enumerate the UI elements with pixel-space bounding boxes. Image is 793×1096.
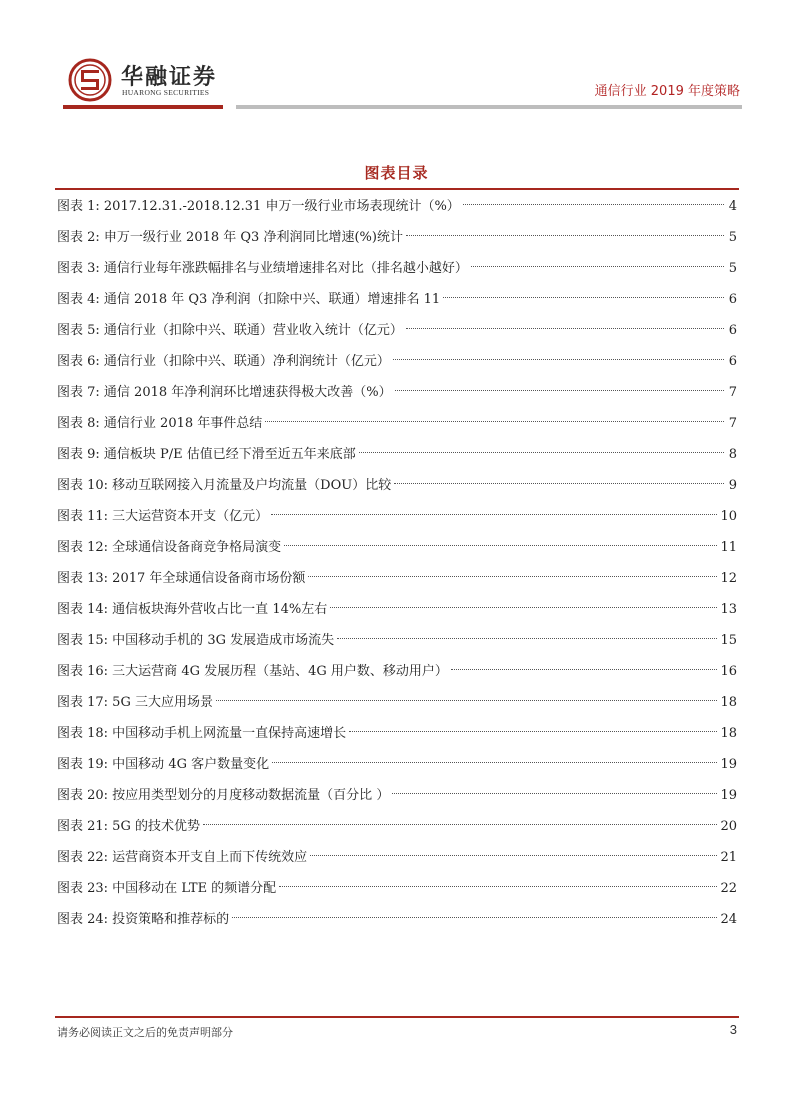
toc-dot-leader xyxy=(203,823,717,825)
toc-entry[interactable] xyxy=(57,780,737,811)
footer-rule xyxy=(55,1016,739,1018)
toc-entry[interactable] xyxy=(57,377,737,408)
toc-entry-page: 22 xyxy=(720,881,737,896)
toc-entry-page: 6 xyxy=(728,323,737,338)
brand-name-cn: 华融证券 xyxy=(121,65,218,90)
toc-dot-leader xyxy=(451,668,718,670)
toc-entry[interactable] xyxy=(57,253,737,284)
toc-entry-page: 9 xyxy=(728,478,737,493)
huarong-logo-icon xyxy=(68,58,112,102)
toc-entry[interactable] xyxy=(57,873,737,904)
toc-dot-leader xyxy=(393,358,724,360)
toc-dot-leader xyxy=(395,389,724,391)
toc-dot-leader xyxy=(406,234,724,236)
toc-entry[interactable] xyxy=(57,191,737,222)
page-header xyxy=(0,0,793,120)
toc-entry[interactable] xyxy=(57,563,737,594)
toc-entry-label: 图表 9: 通信板块 P/E 估值已经下滑至近五年来底部 xyxy=(57,447,356,462)
toc-entry-label: 图表 3: 通信行业每年涨跌幅排名与业绩增速排名对比（排名越小越好） xyxy=(57,261,468,276)
toc-entry-label: 图表 23: 中国移动在 LTE 的频谱分配 xyxy=(57,881,277,896)
toc-entry-page: 19 xyxy=(720,757,737,772)
toc-entry-page: 16 xyxy=(720,664,737,679)
toc-entry-label: 图表 16: 三大运营商 4G 发展历程（基站、4G 用户数、移动用户） xyxy=(57,664,448,679)
toc-entry-page: 20 xyxy=(720,819,737,834)
toc-entry-page: 6 xyxy=(728,354,737,369)
toc-dot-leader xyxy=(443,296,724,298)
toc-dot-leader xyxy=(471,265,724,267)
toc-entry-page: 6 xyxy=(728,292,737,307)
toc-dot-leader xyxy=(279,885,717,887)
toc-dot-leader xyxy=(271,513,717,515)
toc-entry-label: 图表 5: 通信行业（扣除中兴、联通）营业收入统计（亿元） xyxy=(57,323,403,338)
header-divider-bar xyxy=(236,105,742,109)
toc-entry[interactable] xyxy=(57,408,737,439)
toc-entry-page: 12 xyxy=(720,571,737,586)
toc-dot-leader xyxy=(265,420,724,422)
toc-entry-label: 图表 6: 通信行业（扣除中兴、联通）净利润统计（亿元） xyxy=(57,354,390,369)
toc-entry-label: 图表 14: 通信板块海外营收占比一直 14%左右 xyxy=(57,602,328,617)
toc-entry-label: 图表 4: 通信 2018 年 Q3 净利润（扣除中兴、联通）增速排名 11 xyxy=(57,292,441,307)
toc-entry[interactable] xyxy=(57,842,737,873)
toc-entry[interactable] xyxy=(57,718,737,749)
toc-entry-label: 图表 1: 2017.12.31.-2018.12.31 申万一级行业市场表现统计（%） xyxy=(57,199,460,214)
toc-entry[interactable] xyxy=(57,222,737,253)
toc-dot-leader xyxy=(330,606,717,608)
toc-dot-leader xyxy=(284,544,717,546)
toc-entry[interactable] xyxy=(57,315,737,346)
toc-entry-label: 图表 2: 申万一级行业 2018 年 Q3 净利润同比增速(%)统计 xyxy=(57,230,403,245)
toc-dot-leader xyxy=(349,730,717,732)
toc-entry[interactable] xyxy=(57,439,737,470)
toc-entry[interactable] xyxy=(57,346,737,377)
toc-entry-page: 7 xyxy=(728,416,737,431)
toc-entry[interactable] xyxy=(57,532,737,563)
toc-dot-leader xyxy=(216,699,717,701)
toc-entry-page: 18 xyxy=(720,695,737,710)
toc-entry-page: 19 xyxy=(720,788,737,803)
toc-entry[interactable] xyxy=(57,470,737,501)
header-accent-bar xyxy=(63,105,223,109)
toc-entry-page: 10 xyxy=(720,509,737,524)
toc-entry-page: 21 xyxy=(720,850,737,865)
toc-entry-label: 图表 10: 移动互联网接入月流量及户均流量（DOU）比较 xyxy=(57,478,392,493)
toc-dot-leader xyxy=(394,482,724,484)
toc-entry-label: 图表 20: 按应用类型划分的月度移动数据流量（百分比 ） xyxy=(57,788,390,803)
toc-title: 图表目录 xyxy=(364,164,429,182)
toc-entry[interactable] xyxy=(57,749,737,780)
toc-entry-label: 图表 8: 通信行业 2018 年事件总结 xyxy=(57,416,263,431)
toc-entry-page: 7 xyxy=(728,385,737,400)
toc-list xyxy=(57,191,737,935)
toc-dot-leader xyxy=(310,854,717,856)
toc-entry-page: 4 xyxy=(728,199,737,214)
toc-entry-page: 15 xyxy=(720,633,737,648)
toc-dot-leader xyxy=(232,916,717,918)
brand-name-en: HUARONG SECURITIES xyxy=(122,88,210,97)
toc-title-rule xyxy=(55,188,739,190)
toc-entry[interactable] xyxy=(57,687,737,718)
toc-entry-page: 24 xyxy=(720,912,737,927)
toc-entry-page: 18 xyxy=(720,726,737,741)
toc-entry-label: 图表 7: 通信 2018 年净利润环比增速获得极大改善（%） xyxy=(57,385,392,400)
toc-entry[interactable] xyxy=(57,656,737,687)
toc-entry-page: 5 xyxy=(728,230,737,245)
toc-entry-label: 图表 11: 三大运营资本开支（亿元） xyxy=(57,509,269,524)
toc-entry-page: 13 xyxy=(720,602,737,617)
footer-disclaimer: 请务必阅读正文之后的免责声明部分 xyxy=(57,1026,233,1039)
toc-entry-label: 图表 17: 5G 三大应用场景 xyxy=(57,695,213,710)
toc-entry-label: 图表 24: 投资策略和推荐标的 xyxy=(57,912,230,927)
toc-dot-leader xyxy=(359,451,724,453)
report-title: 通信行业 2019 年度策略 xyxy=(594,84,740,99)
toc-entry-label: 图表 18: 中国移动手机上网流量一直保持高速增长 xyxy=(57,726,347,741)
toc-entry-label: 图表 21: 5G 的技术优势 xyxy=(57,819,200,834)
toc-dot-leader xyxy=(406,327,724,329)
toc-entry-label: 图表 15: 中国移动手机的 3G 发展造成市场流失 xyxy=(57,633,335,648)
toc-dot-leader xyxy=(463,203,724,205)
footer-page-number: 3 xyxy=(729,1022,737,1037)
toc-entry[interactable] xyxy=(57,904,737,935)
toc-dot-leader xyxy=(272,761,717,763)
toc-entry[interactable] xyxy=(57,284,737,315)
toc-entry-page: 5 xyxy=(728,261,737,276)
toc-entry-label: 图表 13: 2017 年全球通信设备商市场份额 xyxy=(57,571,306,586)
toc-entry[interactable] xyxy=(57,811,737,842)
toc-entry-page: 8 xyxy=(728,447,737,462)
toc-entry-label: 图表 12: 全球通信设备商竞争格局演变 xyxy=(57,540,282,555)
toc-entry[interactable] xyxy=(57,625,737,656)
toc-dot-leader xyxy=(308,575,717,577)
toc-dot-leader xyxy=(337,637,717,639)
toc-entry-label: 图表 22: 运营商资本开支自上而下传统效应 xyxy=(57,850,308,865)
toc-entry-page: 11 xyxy=(720,540,737,555)
toc-entry[interactable] xyxy=(57,594,737,625)
toc-entry-label: 图表 19: 中国移动 4G 客户数量变化 xyxy=(57,757,270,772)
toc-dot-leader xyxy=(392,792,717,794)
toc-entry[interactable] xyxy=(57,501,737,532)
